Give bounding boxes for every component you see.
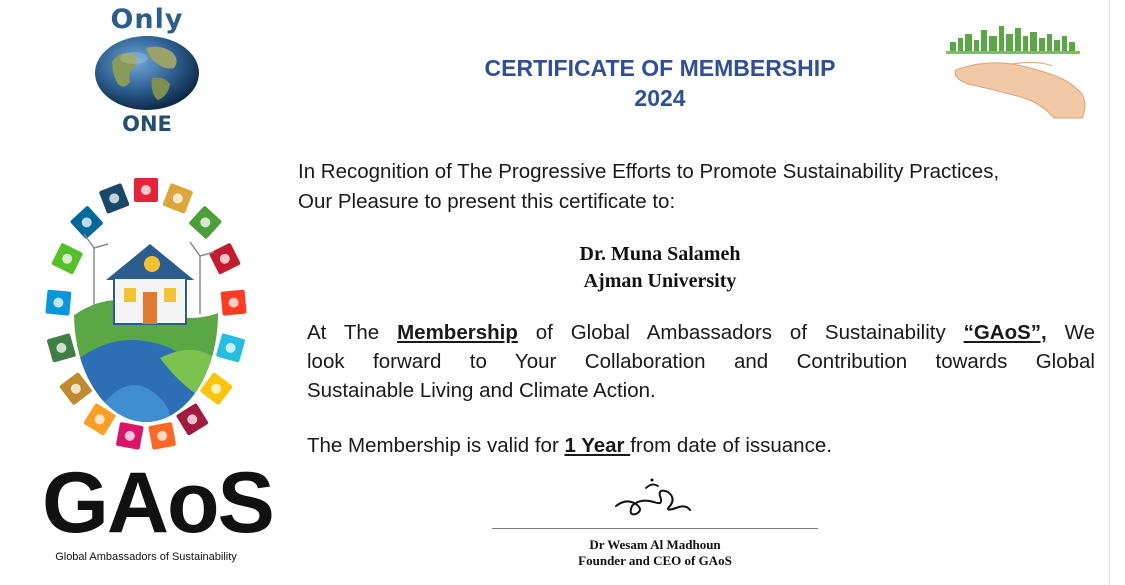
sdg-tile-glyph: [226, 343, 236, 353]
membership-paragraph: [307, 318, 1095, 405]
intro-line-2: Our Pleasure to present this certificate to:: [298, 190, 676, 213]
validity-duration: 1 Year: [564, 434, 631, 457]
sdg-tile-glyph: [187, 414, 197, 424]
only-one-logo-top-text: Only: [110, 4, 184, 35]
city-skyline-icon: [946, 26, 1080, 54]
paragraph-text: We: [1046, 321, 1095, 344]
sdg-tile-glyph: [229, 298, 239, 308]
sdg-tile-glyph: [220, 254, 230, 264]
sdg-tile-glyph: [157, 431, 167, 441]
paragraph-line-1: [307, 318, 1095, 347]
sdg-tile-glyph: [62, 254, 72, 264]
paragraph-text: of Global Ambassadors of Sustainability: [517, 321, 964, 344]
signatory-title: Founder and CEO of GAoS: [578, 553, 732, 568]
sdg-tile-glyph: [71, 384, 81, 394]
signature-line: [492, 528, 818, 529]
sdg-tile-glyph: [173, 193, 183, 203]
gaos-logo-text: GAoS: [42, 455, 273, 551]
sdg-tile-glyph: [200, 217, 210, 227]
sdg-tile-glyph: [82, 217, 92, 227]
paragraph-line-2: look forward to Your Collaboration and Contribution towards Global: [307, 350, 1095, 373]
sdg-tile-glyph: [109, 193, 119, 203]
certificate-year: 2024: [634, 85, 686, 111]
hand-icon: [955, 62, 1085, 118]
only-one-logo-bottom-text: ONE: [122, 112, 172, 136]
sdg-tile-glyph: [211, 384, 221, 394]
sdg-tile-glyph: [125, 431, 135, 441]
validity-statement: [307, 432, 832, 460]
sdg-tile-glyph: [56, 343, 66, 353]
sdg-tile-glyph: [53, 298, 63, 308]
sdg-wheel-icon: [40, 168, 252, 460]
validity-suffix: from date of issuance.: [630, 434, 832, 457]
sdg-tile-glyph: [95, 414, 105, 424]
paragraph-line-3: Sustainable Living and Climate Action.: [307, 379, 656, 402]
signature: [606, 476, 698, 522]
sdg-tile-glyph: [141, 185, 151, 195]
paragraph-text: At The: [307, 321, 398, 344]
signatory-name: Dr Wesam Al Madhoun: [589, 537, 721, 552]
gaos-logo-subtitle: Global Ambassadors of Sustainability: [55, 551, 237, 563]
gaos-emphasis: “GAoS”,: [963, 321, 1047, 344]
recipient-name: Dr. Muna Salameh: [579, 243, 741, 265]
only-one-logo: [80, 2, 214, 138]
membership-emphasis: Membership: [397, 321, 518, 344]
validity-prefix: The Membership is valid for: [307, 434, 565, 457]
certificate-title: CERTIFICATE OF MEMBERSHIP: [484, 55, 836, 81]
intro-line-1: In Recognition of The Progressive Efforts to Promote Sustainability Practices,: [298, 160, 1000, 183]
recipient-institution: Ajman University: [583, 270, 737, 292]
hand-logo: [942, 14, 1092, 122]
page-edge-divider: [1109, 0, 1110, 585]
globe-icon: [94, 34, 200, 112]
